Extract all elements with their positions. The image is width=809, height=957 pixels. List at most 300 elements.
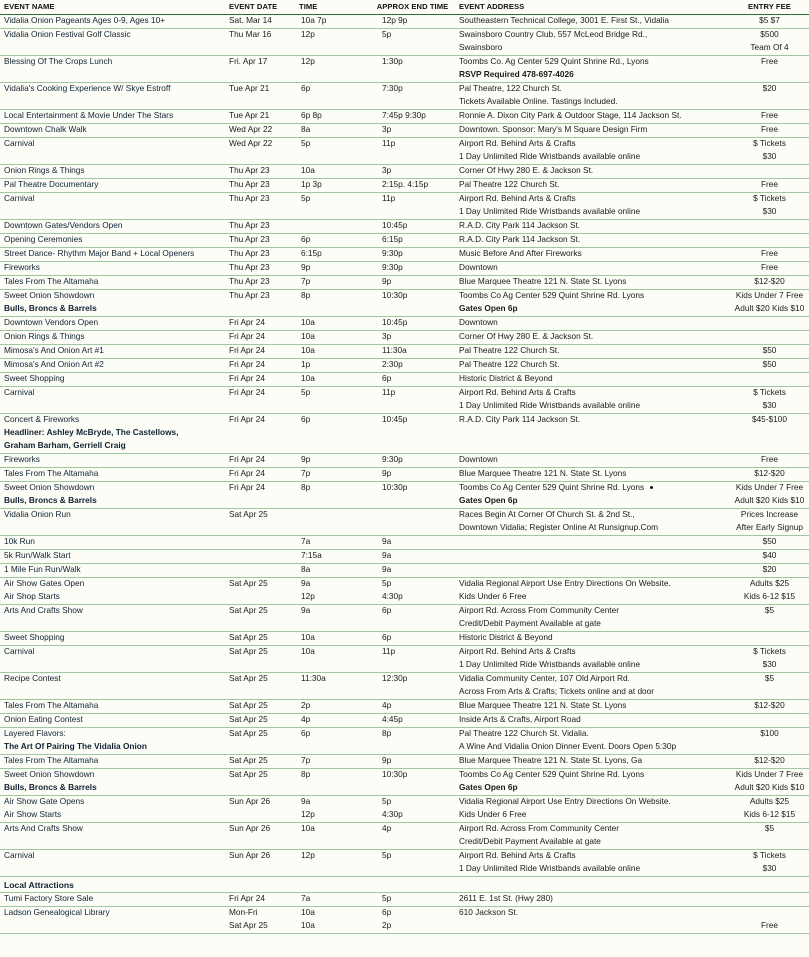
cell-entry-fee: Kids Under 7 Free bbox=[735, 769, 804, 779]
cell-entry-fee: $12-$20 bbox=[730, 755, 809, 769]
cell-entry-fee: Kids 6-12 $15 bbox=[730, 809, 809, 823]
cell-event-name: Tumi Factory Store Sale bbox=[0, 893, 225, 907]
cell-end-time: 9a bbox=[370, 564, 455, 578]
cell-end-time: 11p bbox=[382, 387, 396, 397]
cell-entry-fee: $30 bbox=[730, 659, 809, 673]
table-row bbox=[0, 536, 809, 550]
cell-time: 9a bbox=[301, 578, 311, 588]
cell-event-name: Tales From The Altamaha bbox=[0, 755, 225, 769]
cell-end-time: 9:30p bbox=[370, 454, 455, 468]
cell-time: 9a bbox=[301, 605, 311, 615]
cell-event-name: Sweet Shopping bbox=[0, 632, 225, 646]
table-row bbox=[0, 850, 809, 864]
cell-event-date: Fri Apr 24 bbox=[225, 454, 295, 468]
cell-entry-fee: $12-$20 bbox=[730, 276, 809, 290]
cell-end-time bbox=[370, 659, 455, 673]
cell-entry-fee: Adult $20 Kids $10 bbox=[730, 303, 809, 317]
cell-event-address bbox=[455, 920, 730, 934]
cell-event-address: 1 Day Unlimited Ride Wristbands available online bbox=[455, 400, 730, 414]
cell-event-address: Corner Of Hwy 280 E. & Jackson St. bbox=[455, 165, 730, 179]
cell-event-date: Fri Apr 24 bbox=[225, 331, 295, 345]
cell-entry-fee: $ Tickets bbox=[753, 387, 786, 397]
table-row bbox=[0, 110, 809, 124]
cell-event-name: Street Dance- Rhythm Major Band + Local Openers bbox=[0, 248, 225, 262]
cell-event-date: Sun Apr 26 bbox=[229, 796, 271, 806]
cell-time: 12p bbox=[301, 850, 315, 860]
cell-event-date bbox=[225, 591, 295, 605]
table-row bbox=[0, 373, 809, 387]
cell-event-address: 2611 E. 1st St. (Hwy 280) bbox=[455, 893, 730, 907]
cell-time bbox=[295, 659, 370, 673]
cell-event-address: Airport Rd. Behind Arts & Crafts bbox=[459, 850, 576, 860]
cell-event-address: Toombs Co Ag Center 529 Quint Shrine Rd. Lyons bbox=[459, 290, 645, 300]
cell-event-name: Bulls, Broncs & Barrels bbox=[0, 782, 225, 796]
cell-event-address: RSVP Required 478-697-4026 bbox=[455, 69, 730, 83]
cell-end-time: 3p bbox=[370, 165, 455, 179]
cell-event-date: Thu Apr 23 bbox=[229, 290, 270, 300]
cell-time bbox=[295, 495, 370, 509]
cell-end-time bbox=[370, 686, 455, 700]
cell-event-address: 1 Day Unlimited Ride Wristbands available online bbox=[455, 863, 730, 877]
cell-event-name: Sweet Onion Showdown bbox=[4, 290, 95, 300]
cell-event-name: Recipe Contest bbox=[4, 673, 61, 683]
table-row bbox=[0, 728, 809, 742]
cell-event-address: 1 Day Unlimited Ride Wristbands available online bbox=[455, 151, 730, 165]
table-row bbox=[0, 686, 809, 700]
cell-event-date: Sat Apr 25 bbox=[225, 755, 295, 769]
cell-event-date: Sat. Mar 14 bbox=[225, 15, 295, 29]
cell-time bbox=[295, 618, 370, 632]
cell-event-address: Races Begin At Corner Of Church St. & 2nd St., bbox=[459, 509, 635, 519]
cell-end-time: 11p bbox=[382, 138, 396, 148]
cell-end-time bbox=[370, 96, 455, 110]
cell-event-name: Local Attractions bbox=[0, 877, 225, 893]
cell-event-name bbox=[0, 836, 225, 850]
cell-event-date bbox=[225, 550, 295, 564]
cell-end-time: 10:45p bbox=[370, 220, 455, 234]
cell-time: 6p bbox=[301, 83, 311, 93]
cell-event-name bbox=[0, 522, 225, 536]
cell-event-address: Kids Under 6 Free bbox=[455, 809, 730, 823]
cell-event-date: Sat Apr 25 bbox=[229, 673, 268, 683]
table-row bbox=[0, 151, 809, 165]
cell-event-date: Wed Apr 22 bbox=[229, 138, 273, 148]
cell-event-name bbox=[0, 920, 225, 934]
cell-event-address bbox=[455, 550, 730, 564]
cell-time bbox=[295, 69, 370, 83]
cell-time: 10a bbox=[295, 317, 370, 331]
cell-event-date: Thu Apr 23 bbox=[225, 165, 295, 179]
table-row bbox=[0, 400, 809, 414]
table-row bbox=[0, 193, 809, 207]
cell-event-date: Fri Apr 24 bbox=[229, 482, 265, 492]
cell-event-date: Sat Apr 25 bbox=[225, 714, 295, 728]
cell-event-address: Airport Rd. Across From Community Center bbox=[459, 605, 619, 615]
cell-end-time: 10:30p bbox=[382, 482, 408, 492]
cell-end-time: 6p bbox=[382, 605, 392, 615]
cell-event-name: Pal Theatre Documentary bbox=[0, 179, 225, 193]
cell-event-date: Sat Apr 25 bbox=[225, 700, 295, 714]
table-row bbox=[0, 179, 809, 193]
table-row bbox=[0, 83, 809, 97]
cell-time: 6:15p bbox=[295, 248, 370, 262]
cell-time bbox=[295, 400, 370, 414]
cell-event-name bbox=[0, 206, 225, 220]
cell-entry-fee: $20 bbox=[762, 83, 777, 93]
cell-event-name: The Art Of Pairing The Vidalia Onion bbox=[0, 741, 225, 755]
cell-event-name: Local Entertainment & Movie Under The Stars bbox=[0, 110, 225, 124]
cell-event-date: Sat Apr 25 bbox=[229, 578, 268, 588]
table-header bbox=[0, 0, 809, 15]
cell-event-date bbox=[225, 400, 295, 414]
cell-end-time bbox=[370, 863, 455, 877]
cell-entry-fee: Adult $20 Kids $10 bbox=[730, 495, 809, 509]
cell-event-address: Inside Arts & Crafts, Airport Road bbox=[455, 714, 730, 728]
cell-entry-fee: $30 bbox=[730, 206, 809, 220]
cell-event-address: Swainsboro bbox=[455, 42, 730, 56]
cell-time: 12p bbox=[301, 29, 315, 39]
cell-event-address: Airport Rd. Behind Arts & Crafts bbox=[459, 387, 576, 397]
cell-time: 7:15a bbox=[295, 550, 370, 564]
column-header-event-name: EVENT NAME bbox=[0, 0, 225, 15]
cell-event-name: Fireworks bbox=[0, 454, 225, 468]
cell-event-address: Swainsboro Country Club, 557 McLeod Bridge Rd., bbox=[459, 29, 648, 39]
cell-end-time: 9:30p bbox=[370, 262, 455, 276]
cell-event-name: 5k Run/Walk Start bbox=[0, 550, 225, 564]
cell-event-date: Tue Apr 21 bbox=[225, 110, 295, 124]
cell-time bbox=[295, 206, 370, 220]
cell-end-time bbox=[370, 782, 455, 796]
cell-event-name: Arts And Crafts Show bbox=[4, 823, 83, 833]
cell-event-name bbox=[0, 151, 225, 165]
cell-entry-fee: $5 bbox=[764, 673, 775, 683]
cell-entry-fee: $5 $7 bbox=[730, 15, 809, 29]
cell-event-date: Sat Apr 25 bbox=[225, 632, 295, 646]
cell-event-name: Downtown Chalk Walk bbox=[0, 124, 225, 138]
cell-end-time: 5p bbox=[382, 796, 392, 806]
table-row bbox=[0, 550, 809, 564]
cell-time: 10a bbox=[295, 920, 370, 934]
cell-event-name: Onion Rings & Things bbox=[0, 165, 225, 179]
cell-end-time bbox=[370, 741, 455, 755]
cell-event-address: Across From Arts & Crafts; Tickets online and at door bbox=[455, 686, 730, 700]
table-row bbox=[0, 345, 809, 359]
cell-event-address: Airport Rd. Behind Arts & Crafts bbox=[459, 193, 576, 203]
cell-event-date: Thu Apr 23 bbox=[229, 193, 270, 203]
cell-entry-fee: $12-$20 bbox=[730, 468, 809, 482]
cell-event-name: Air Shop Starts bbox=[0, 591, 225, 605]
cell-end-time bbox=[370, 509, 455, 523]
cell-event-address: Gates Open 6p bbox=[455, 782, 730, 796]
cell-entry-fee bbox=[730, 220, 809, 234]
cell-event-name: Tales From The Altamaha bbox=[0, 276, 225, 290]
table-row bbox=[0, 863, 809, 877]
cell-end-time: 5p bbox=[370, 893, 455, 907]
table-row bbox=[0, 387, 809, 401]
cell-entry-fee: $5 bbox=[764, 605, 775, 615]
cell-end-time: 9a bbox=[370, 550, 455, 564]
table-row bbox=[0, 359, 809, 373]
cell-time bbox=[295, 509, 370, 523]
cell-time: 7a bbox=[295, 536, 370, 550]
cell-time bbox=[295, 96, 370, 110]
cell-event-address: Downtown bbox=[455, 262, 730, 276]
table-row bbox=[0, 591, 809, 605]
cell-event-date bbox=[225, 427, 295, 440]
cell-end-time bbox=[370, 69, 455, 83]
cell-end-time: 8p bbox=[382, 728, 392, 738]
cell-end-time: 7:45p 9:30p bbox=[370, 110, 455, 124]
cell-end-time: 12:30p bbox=[382, 673, 408, 683]
cell-event-name: Tales From The Altamaha bbox=[0, 468, 225, 482]
cell-time: 10a bbox=[295, 632, 370, 646]
cell-time: 10a bbox=[301, 646, 315, 656]
cell-event-date: Tue Apr 21 bbox=[229, 83, 270, 93]
cell-event-address: Blue Marquee Theatre 121 N. State St. Lyons bbox=[455, 468, 730, 482]
cell-event-address: R.A.D. City Park 114 Jackson St. bbox=[455, 234, 730, 248]
cell-time: 8p bbox=[301, 482, 311, 492]
cell-event-address: Airport Rd. Behind Arts & Crafts bbox=[459, 138, 576, 148]
cell-time: 10a bbox=[301, 823, 315, 833]
cell-event-name bbox=[0, 400, 225, 414]
cell-end-time: 4:45p bbox=[370, 714, 455, 728]
cell-entry-fee: Free bbox=[730, 110, 809, 124]
cell-end-time: 2p bbox=[370, 920, 455, 934]
cell-entry-fee: $40 bbox=[730, 550, 809, 564]
cell-event-address: R.A.D. City Park 114 Jackson St. bbox=[455, 220, 730, 234]
cell-entry-fee bbox=[730, 618, 809, 632]
cell-event-name: Tales From The Altamaha bbox=[0, 700, 225, 714]
cell-event-address: Airport Rd. Across From Community Center bbox=[459, 823, 619, 833]
cell-end-time bbox=[370, 440, 455, 454]
cell-event-name bbox=[0, 69, 225, 83]
cell-end-time bbox=[370, 495, 455, 509]
cell-end-time: 5p bbox=[382, 29, 392, 39]
cell-end-time: 10:45p bbox=[382, 414, 408, 424]
cell-time: 1p bbox=[295, 359, 370, 373]
cell-event-date: Fri Apr 24 bbox=[229, 387, 265, 397]
cell-end-time bbox=[370, 151, 455, 165]
cell-event-date: Fri. Apr 17 bbox=[229, 56, 268, 66]
cell-event-name: Layered Flavors: bbox=[4, 728, 66, 738]
cell-event-date: Mon-Fri bbox=[229, 907, 258, 917]
cell-event-date bbox=[225, 877, 295, 893]
cell-event-name bbox=[0, 42, 225, 56]
cell-event-date: Fri Apr 24 bbox=[225, 359, 295, 373]
cell-event-address: Toombs Co Ag Center 529 Quint Shrine Rd. Lyons bbox=[459, 769, 645, 779]
table-row bbox=[0, 69, 809, 83]
cell-event-name: Arts And Crafts Show bbox=[4, 605, 83, 615]
cell-event-date bbox=[225, 495, 295, 509]
table-row bbox=[0, 262, 809, 276]
cell-event-date bbox=[225, 440, 295, 454]
cell-time: 6p 8p bbox=[295, 110, 370, 124]
table-row bbox=[0, 414, 809, 428]
cell-event-address: Vidalia Regional Airport Use Entry Directions On Website. bbox=[459, 578, 671, 588]
cell-entry-fee: Free bbox=[730, 124, 809, 138]
table-row bbox=[0, 564, 809, 578]
cell-event-address: Blue Marquee Theatre 121 N. State St. Lyons bbox=[455, 276, 730, 290]
cell-entry-fee: Free bbox=[730, 179, 809, 193]
table-row bbox=[0, 618, 809, 632]
table-row bbox=[0, 276, 809, 290]
cell-entry-fee: $12-$20 bbox=[730, 700, 809, 714]
cell-end-time bbox=[370, 400, 455, 414]
cell-time: 8p bbox=[301, 769, 311, 779]
cell-event-name bbox=[0, 686, 225, 700]
cell-entry-fee: $ Tickets bbox=[753, 646, 786, 656]
cell-entry-fee: $20 bbox=[730, 564, 809, 578]
cell-entry-fee: Kids Under 7 Free bbox=[735, 290, 804, 300]
cell-event-address: Corner Of Hwy 280 E. & Jackson St. bbox=[455, 331, 730, 345]
cell-event-date: Sun Apr 26 bbox=[229, 823, 271, 833]
cell-end-time: 2:15p. 4:15p bbox=[370, 179, 455, 193]
cell-end-time: 11p bbox=[382, 646, 396, 656]
cell-event-date: Fri Apr 24 bbox=[225, 317, 295, 331]
cell-event-address bbox=[455, 536, 730, 550]
cell-event-address: Blue Marquee Theatre 121 N. State St. Lyons, Ga bbox=[455, 755, 730, 769]
cell-entry-fee bbox=[730, 331, 809, 345]
cell-entry-fee: Free bbox=[730, 262, 809, 276]
cell-event-date: Wed Apr 22 bbox=[225, 124, 295, 138]
table-row bbox=[0, 714, 809, 728]
cell-event-date: Fri Apr 24 bbox=[225, 468, 295, 482]
bullet-dot-icon bbox=[650, 486, 653, 489]
table-row bbox=[0, 317, 809, 331]
table-row bbox=[0, 509, 809, 523]
cell-end-time: 9p bbox=[370, 755, 455, 769]
cell-event-address: Pal Theatre 122 Church St. Vidalia. bbox=[459, 728, 589, 738]
cell-event-date: Thu Apr 23 bbox=[225, 276, 295, 290]
cell-end-time bbox=[370, 42, 455, 56]
cell-end-time: 4p bbox=[382, 823, 392, 833]
cell-time bbox=[295, 151, 370, 165]
table-row bbox=[0, 454, 809, 468]
cell-event-date bbox=[225, 96, 295, 110]
cell-event-name: Ladson Genealogical Library bbox=[4, 907, 110, 917]
cell-event-name: 1 Mile Fun Run/Walk bbox=[0, 564, 225, 578]
table-row bbox=[0, 29, 809, 43]
cell-event-address: 610 Jackson St. bbox=[459, 907, 519, 917]
cell-event-name: Opening Ceremonies bbox=[0, 234, 225, 248]
cell-event-address: 1 Day Unlimited Ride Wristbands available online bbox=[455, 206, 730, 220]
cell-time bbox=[295, 741, 370, 755]
table-row bbox=[0, 646, 809, 660]
table-row bbox=[0, 220, 809, 234]
table-row bbox=[0, 468, 809, 482]
cell-time: 12p bbox=[295, 591, 370, 605]
cell-entry-fee: After Early Signup bbox=[730, 522, 809, 536]
cell-end-time: 10:30p bbox=[382, 769, 408, 779]
cell-event-address: Pal Theatre, 122 Church St. bbox=[459, 83, 562, 93]
cell-time: 4p bbox=[295, 714, 370, 728]
cell-event-name bbox=[0, 659, 225, 673]
cell-end-time: 12p 9p bbox=[370, 15, 455, 29]
column-header-event-address: EVENT ADDRESS bbox=[455, 0, 730, 15]
table-body bbox=[0, 15, 809, 934]
cell-event-date: Thu Mar 16 bbox=[229, 29, 272, 39]
cell-event-name: Mimosa's And Onion Art #2 bbox=[0, 359, 225, 373]
cell-end-time: 9:30p bbox=[370, 248, 455, 262]
cell-event-date: Thu Apr 23 bbox=[225, 248, 295, 262]
cell-time bbox=[295, 782, 370, 796]
cell-end-time: 9p bbox=[370, 468, 455, 482]
table-row bbox=[0, 331, 809, 345]
cell-event-date bbox=[225, 782, 295, 796]
cell-end-time: 10:45p bbox=[370, 317, 455, 331]
table-row bbox=[0, 440, 809, 454]
cell-event-date: Thu Apr 23 bbox=[225, 262, 295, 276]
table-row bbox=[0, 605, 809, 619]
table-row bbox=[0, 920, 809, 934]
table-row bbox=[0, 659, 809, 673]
cell-time: 10a bbox=[295, 373, 370, 387]
cell-event-address: A Wine And Vidalia Onion Dinner Event. Doors Open 5:30p bbox=[455, 741, 730, 755]
cell-event-address: Credit/Debit Payment Available at gate bbox=[455, 618, 730, 632]
cell-event-name: Headliner: Ashley McBryde, The Castellows, bbox=[4, 427, 179, 437]
cell-event-address bbox=[455, 427, 730, 440]
cell-entry-fee bbox=[730, 741, 809, 755]
cell-event-address: Vidalia Community Center, 107 Old Airport Rd. bbox=[459, 673, 630, 683]
cell-end-time: 11p bbox=[382, 193, 396, 203]
cell-end-time: 11:30a bbox=[370, 345, 455, 359]
table-row bbox=[0, 893, 809, 907]
cell-event-name: Vidalia Onion Run bbox=[4, 509, 71, 519]
cell-event-name: Blessing Of The Crops Lunch bbox=[4, 56, 113, 66]
cell-end-time: 6:15p bbox=[370, 234, 455, 248]
cell-entry-fee: Free bbox=[730, 248, 809, 262]
cell-end-time: 9p bbox=[370, 276, 455, 290]
cell-event-name: Onion Rings & Things bbox=[0, 331, 225, 345]
cell-entry-fee bbox=[730, 96, 809, 110]
cell-event-name: Air Show Gate Opens bbox=[4, 796, 85, 806]
cell-event-name: Onion Eating Contest bbox=[0, 714, 225, 728]
cell-end-time: 3p bbox=[370, 124, 455, 138]
cell-time: 10a bbox=[295, 331, 370, 345]
cell-event-address: Ronnie A. Dixon City Park & Outdoor Stage, 114 Jackson St. bbox=[455, 110, 730, 124]
cell-end-time: 1:30p bbox=[382, 56, 403, 66]
cell-entry-fee: Adults $25 bbox=[749, 796, 790, 806]
table-row bbox=[0, 809, 809, 823]
table-row bbox=[0, 836, 809, 850]
cell-time: 9p bbox=[295, 454, 370, 468]
cell-entry-fee: Prices Increase bbox=[740, 509, 799, 519]
column-header-entry-fee: ENTRY FEE bbox=[730, 0, 809, 15]
cell-event-name: Graham Barham, Gerriell Craig bbox=[0, 440, 225, 454]
cell-event-date: Sat Apr 25 bbox=[229, 646, 268, 656]
cell-time: 10a bbox=[295, 345, 370, 359]
cell-event-address bbox=[455, 877, 730, 893]
cell-event-date: Fri Apr 24 bbox=[229, 414, 265, 424]
table-row bbox=[0, 673, 809, 687]
cell-event-date bbox=[225, 522, 295, 536]
cell-event-date: Thu Apr 23 bbox=[225, 234, 295, 248]
cell-event-date: Sat Apr 25 bbox=[229, 769, 268, 779]
cell-event-name: Downtown Vendors Open bbox=[0, 317, 225, 331]
cell-entry-fee bbox=[730, 836, 809, 850]
table-row bbox=[0, 782, 809, 796]
cell-time: 6p bbox=[301, 414, 311, 424]
table-row bbox=[0, 482, 809, 496]
cell-event-address: Pal Theatre 122 Church St. bbox=[455, 179, 730, 193]
cell-time: 1p 3p bbox=[295, 179, 370, 193]
cell-entry-fee: $30 bbox=[730, 863, 809, 877]
table-row bbox=[0, 495, 809, 509]
cell-event-name: Fireworks bbox=[0, 262, 225, 276]
table-row bbox=[0, 741, 809, 755]
cell-event-date bbox=[225, 741, 295, 755]
cell-event-date bbox=[225, 536, 295, 550]
